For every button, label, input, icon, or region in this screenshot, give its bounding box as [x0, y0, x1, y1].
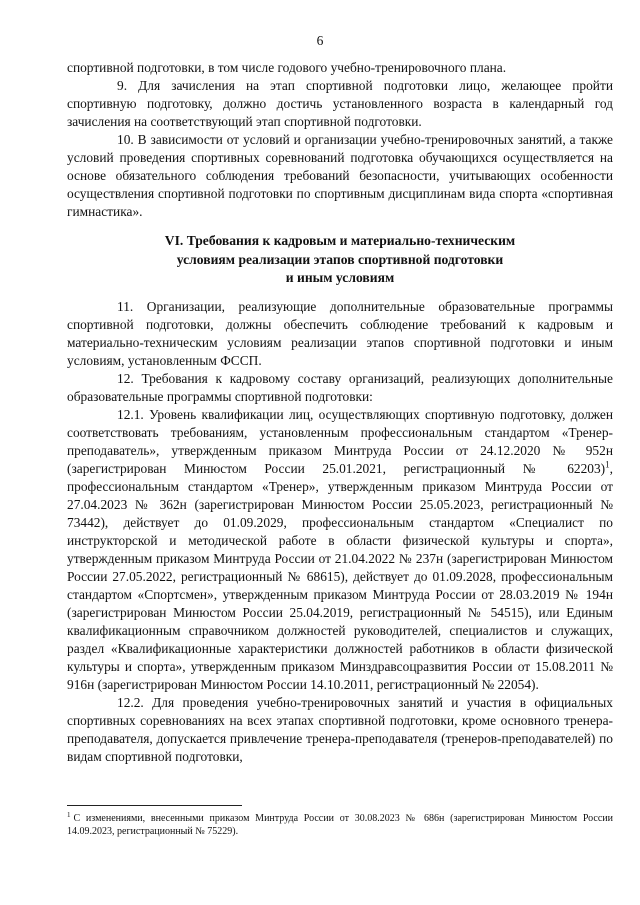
text-block-main: [67, 298, 613, 766]
text-block-top: [67, 59, 613, 221]
paragraph-12: 12. Требования к кадровому составу организаций, реализующих дополнительные образовательные программы спортивной подготовки:: [67, 371, 613, 404]
footnote: [67, 812, 613, 838]
footnote-reference[interactable]: 1: [605, 459, 610, 470]
section-heading-line-3: и иным условиям: [285, 270, 395, 285]
section-heading: [67, 232, 613, 288]
footnote-divider: [67, 805, 242, 806]
paragraph-10: 10. В зависимости от условий и организации учебно-тренировочных занятий, а также условий проведения спортивных соревнований подготовка обучающихся осуществляется на основе обязательного соблюдения требований безопасности, учитывающих особенности осуществления спортивной подготовки по спортивным дисциплинам вида спорта «спортивная гимнастика».: [67, 132, 613, 219]
page-number: 6: [316, 33, 324, 48]
section-heading-line-1: VI. Требования к кадровым и материально-техническим: [164, 233, 516, 248]
paragraph-continuation: спортивной подготовки, в том числе годового учебно-тренировочного плана.: [67, 60, 507, 75]
paragraph-9: 9. Для зачисления на этап спортивной подготовки лицо, желающее пройти спортивную подготовку, должно достичь установленного возраста в календарный год зачисления на соответствующий этап спортивной подготовки.: [67, 78, 613, 129]
paragraph-11: 11. Организации, реализующие дополнительные образовательные программы спортивной подготовки, должны обеспечить соблюдение требований к кадровым и материально-техническим условиям реализации этапов спортивной подготовки и иным условиям, установленным ФССП.: [67, 299, 613, 368]
paragraph-12-1-part-a: 12.1. Уровень квалификации лиц, осуществляющих спортивную подготовку, должен соответствовать требованиям, установленным профессиональным стандартом «Тренер-преподаватель», утвержденным приказом Минтруда России от 24.12.2020 № 952н (зарегистрирован Минюстом России 25.01.2021, регистрационный № 62203): [67, 407, 613, 476]
paragraph-12-2: 12.2. Для проведения учебно-тренировочных занятий и участия в официальных спортивных соревнованиях на всех этапах спортивной подготовки, кроме основного тренера-преподавателя, допускается привлечение тренера-преподавателя (тренеров-преподавателей) по видам спортивной подготовки,: [67, 695, 613, 764]
paragraph-12-1-part-b: , профессиональным стандартом «Тренер», утвержденным приказом Минтруда России от 27.04.2023 № 362н (зарегистрирован Минюстом России 25.05.2023, регистрационный № 73442), действует до 01.09.2029, профессиональным стандартом «Специалист по инструкторской и методической работе в области физической культуры и спорта», утвержденным приказом Минтруда России от 21.04.2022 № 237н (зарегистрирован Минюстом России 27.05.2022, регистрационный № 68615), действует до 01.09.2028, профессиональным стандартом «Спортсмен», утвержденным приказом Минтруда России от 28.03.2019 № 194н (зарегистрирован Минюстом России 25.04.2019, регистрационный № 54515), или Единым квалификационным справочником должностей руководителей, специалистов и служащих, раздел «Квалификационные характеристики должностей работников в области физической культуры и спорта», утвержденным приказом Минздравсоцразвития России от 15.08.2011 № 916н (зарегистрирован Минюстом России 14.10.2011, регистрационный № 22054).: [67, 461, 613, 692]
footnote-text: С изменениями, внесенными приказом Минтруда России от 30.08.2023 № 686н (зарегистрирован Минюстом России 14.09.2023, регистрационный № 75229).: [67, 813, 613, 837]
paragraph-12-1: [67, 406, 613, 694]
footnote-mark: 1: [67, 810, 71, 819]
section-heading-line-2: условиям реализации этапов спортивной подготовки: [176, 251, 504, 267]
